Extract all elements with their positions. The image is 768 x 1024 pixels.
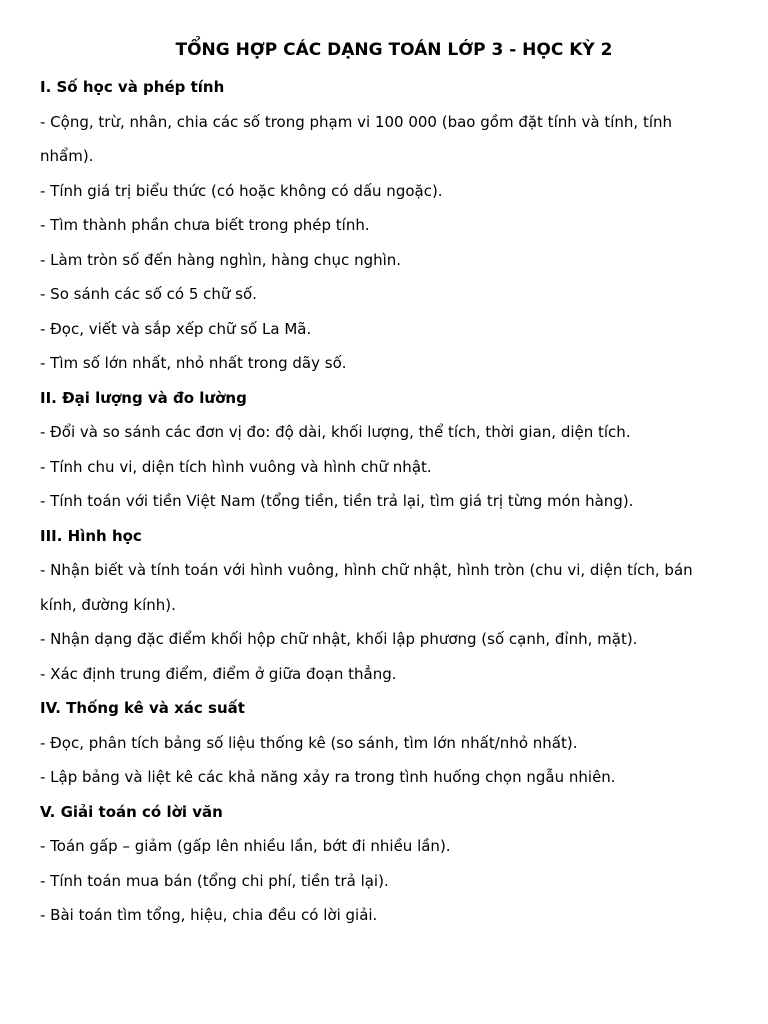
list-item: - Tính toán với tiền Việt Nam (tổng tiền, tiền trả lại, tìm giá trị từng món hàng).	[40, 492, 634, 510]
section-heading: I. Số học và phép tính	[40, 78, 225, 96]
list-item: nhẩm).	[40, 147, 94, 165]
section-heading: II. Đại lượng và đo lường	[40, 388, 247, 407]
section-measurement	[40, 381, 728, 519]
section-geometry	[40, 519, 728, 692]
list-item: - Lập bảng và liệt kê các khả năng xảy ra trong tình huống chọn ngẫu nhiên.	[40, 768, 616, 786]
section-heading: V. Giải toán có lời văn	[40, 802, 223, 821]
list-item: - Làm tròn số đến hàng nghìn, hàng chục nghìn.	[40, 250, 402, 269]
list-item: - Đọc, phân tích bảng số liệu thống kê (so sánh, tìm lớn nhất/nhỏ nhất).	[40, 733, 578, 752]
list-item: - Nhận dạng đặc điểm khối hộp chữ nhật, khối lập phương (số cạnh, đỉnh, mặt).	[40, 630, 638, 648]
list-item: - Xác định trung điểm, điểm ở giữa đoạn thẳng.	[40, 664, 397, 683]
list-item: - So sánh các số có 5 chữ số.	[40, 285, 257, 303]
section-heading: III. Hình học	[40, 526, 142, 545]
section-arithmetic	[40, 70, 728, 381]
list-item: - Tính giá trị biểu thức (có hoặc không có dấu ngoặc).	[40, 181, 443, 200]
document-title: TỔNG HỢP CÁC DẠNG TOÁN LỚP 3 - HỌC KỲ 2	[175, 40, 613, 60]
list-item: - Tìm số lớn nhất, nhỏ nhất trong dãy số.	[40, 354, 347, 372]
list-item: - Nhận biết và tính toán với hình vuông, hình chữ nhật, hình tròn (chu vi, diện tích, bán	[40, 561, 693, 579]
list-item: - Tìm thành phần chưa biết trong phép tính.	[40, 216, 370, 234]
list-item: - Toán gấp – giảm (gấp lên nhiều lần, bớt đi nhiều lần).	[40, 837, 451, 855]
section-statistics	[40, 691, 728, 795]
list-item: - Đọc, viết và sắp xếp chữ số La Mã.	[40, 319, 312, 338]
list-item: - Tính chu vi, diện tích hình vuông và hình chữ nhật.	[40, 457, 432, 476]
section-heading: IV. Thống kê và xác suất	[40, 699, 245, 717]
list-item: - Tính toán mua bán (tổng chi phí, tiền trả lại).	[40, 871, 389, 890]
list-item: kính, đường kính).	[40, 595, 176, 614]
list-item: - Bài toán tìm tổng, hiệu, chia đều có lời giải.	[40, 906, 378, 924]
list-item: - Đổi và so sánh các đơn vị đo: độ dài, khối lượng, thể tích, thời gian, diện tích.	[40, 423, 631, 441]
section-word-problems	[40, 795, 728, 933]
list-item: - Cộng, trừ, nhân, chia các số trong phạm vi 100 000 (bao gồm đặt tính và tính, tính	[40, 112, 673, 131]
